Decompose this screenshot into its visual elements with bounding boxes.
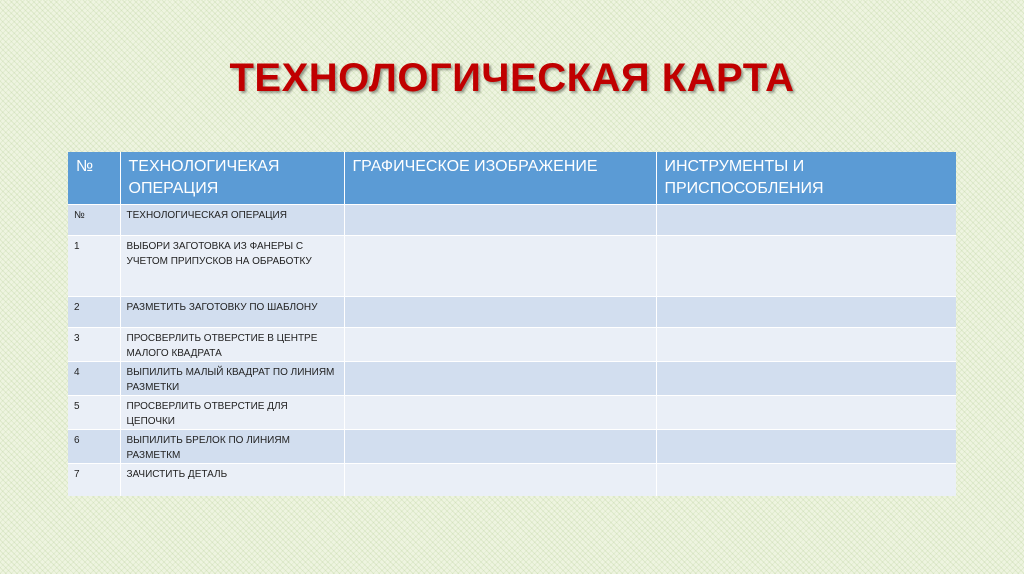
cell-operation: ТЕХНОЛОГИЧЕСКАЯ ОПЕРАЦИЯ xyxy=(120,205,344,236)
cell-number: 4 xyxy=(68,362,120,396)
cell-image xyxy=(344,362,656,396)
table-row xyxy=(68,297,956,328)
cell-number: 2 xyxy=(68,297,120,328)
cell-tools xyxy=(656,205,956,236)
cell-tools xyxy=(656,362,956,396)
table-row xyxy=(68,205,956,236)
cell-operation: ВЫПИЛИТЬ МАЛЫЙ КВАДРАТ ПО ЛИНИЯМ РАЗМЕТКИ xyxy=(120,362,344,396)
technology-map-table xyxy=(68,152,956,496)
cell-image xyxy=(344,430,656,464)
cell-image xyxy=(344,464,656,496)
cell-tools xyxy=(656,396,956,430)
cell-image xyxy=(344,236,656,297)
cell-operation: ЗАЧИСТИТЬ ДЕТАЛЬ xyxy=(120,464,344,496)
table-row xyxy=(68,430,956,464)
cell-operation: ПРОСВЕРЛИТЬ ОТВЕРСТИЕ ДЛЯ ЦЕПОЧКИ xyxy=(120,396,344,430)
cell-tools xyxy=(656,236,956,297)
table-row xyxy=(68,464,956,496)
cell-number: № xyxy=(68,205,120,236)
cell-tools xyxy=(656,328,956,362)
cell-image xyxy=(344,396,656,430)
cell-image xyxy=(344,297,656,328)
table-row xyxy=(68,236,956,297)
header-graphic-image: ГРАФИЧЕСКОЕ ИЗОБРАЖЕНИЕ xyxy=(344,152,656,205)
cell-operation: ПРОСВЕРЛИТЬ ОТВЕРСТИЕ В ЦЕНТРЕ МАЛОГО КВАДРАТА xyxy=(120,328,344,362)
cell-number: 1 xyxy=(68,236,120,297)
table-row xyxy=(68,328,956,362)
header-operation: ТЕХНОЛОГИЧЕКАЯ ОПЕРАЦИЯ xyxy=(120,152,344,205)
table-header-row xyxy=(68,152,956,205)
cell-number: 6 xyxy=(68,430,120,464)
header-number: № xyxy=(68,152,120,205)
cell-number: 7 xyxy=(68,464,120,496)
table-row xyxy=(68,362,956,396)
cell-operation: РАЗМЕТИТЬ ЗАГОТОВКУ ПО ШАБЛОНУ xyxy=(120,297,344,328)
cell-tools xyxy=(656,464,956,496)
cell-image xyxy=(344,205,656,236)
cell-operation: ВЫБОРИ ЗАГОТОВКА ИЗ ФАНЕРЫ С УЧЕТОМ ПРИПУСКОВ НА ОБРАБОТКУ xyxy=(120,236,344,297)
table-row xyxy=(68,396,956,430)
cell-tools xyxy=(656,430,956,464)
page-title: ТЕХНОЛОГИЧЕСКАЯ КАРТА xyxy=(229,56,795,100)
header-tools: ИНСТРУМЕНТЫ И ПРИСПОСОБЛЕНИЯ xyxy=(656,152,956,205)
cell-image xyxy=(344,328,656,362)
cell-operation: ВЫПИЛИТЬ БРЕЛОК ПО ЛИНИЯМ РАЗМЕТКМ xyxy=(120,430,344,464)
cell-number: 3 xyxy=(68,328,120,362)
cell-number: 5 xyxy=(68,396,120,430)
cell-tools xyxy=(656,297,956,328)
